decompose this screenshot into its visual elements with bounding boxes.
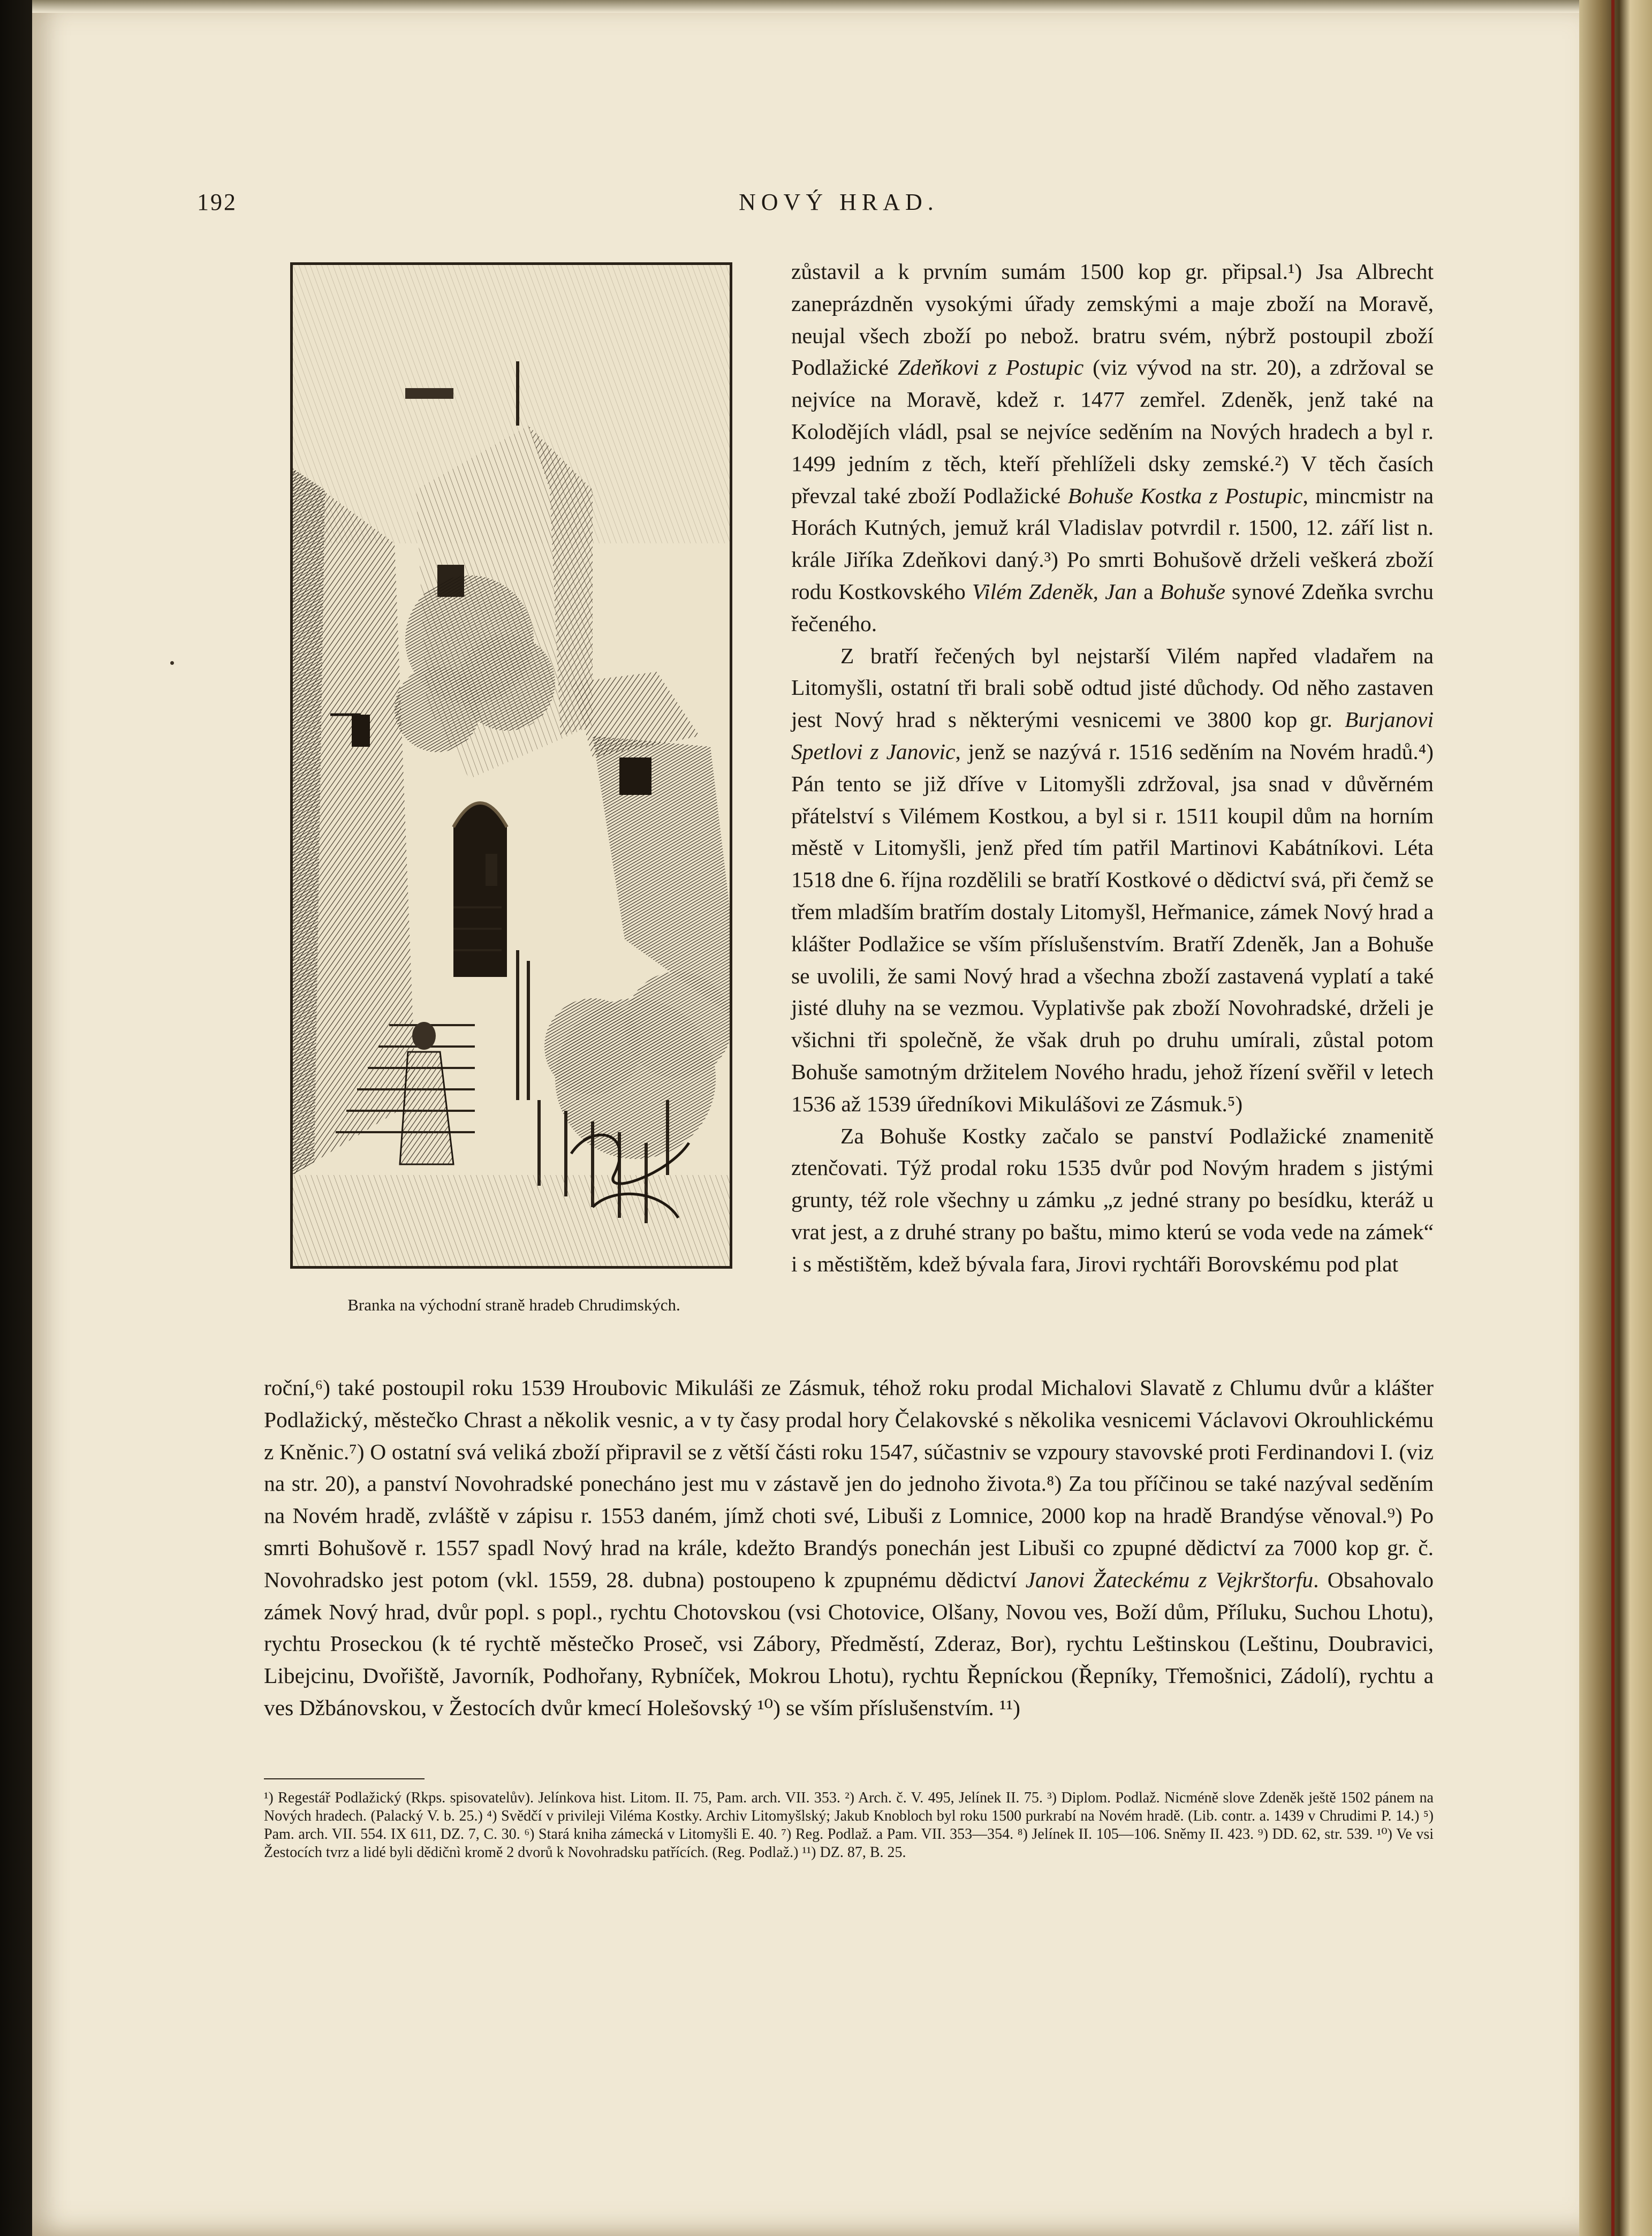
scan-top-edge — [32, 0, 1617, 13]
text-run: , mincmistr na Horách Kutných, jemuž král Vladislav potvrdil r. 1500, 12. září list n. krále Jiříka Zdeňkovi daný.³) Po smrti Bohušově drželi veškerá zboží rodu Kostkovského — [791, 483, 1434, 604]
book-spine-edge — [1579, 0, 1652, 2236]
italic-name: Burjanovi Spetlovi z Janovic — [791, 707, 1434, 764]
paragraph-2 — [791, 640, 1434, 1120]
right-column-text — [791, 256, 1434, 1280]
text-run: zůstavil a k prvním sumám 1500 kop gr. připsal.¹) Jsa Albrecht zaneprázdněn vysokými úřady zemskými a maje zboží na Moravě, neujal všech zboží po nebož. bratru svém, nýbrž postoupil zboží Podlažické — [791, 259, 1434, 380]
paragraph-1 — [791, 256, 1434, 640]
paragraph-3: Za Bohuše Kostky začalo se panství Podlažické znamenitě ztenčovati. Týž prodal roku 1535 dvůr pod Novým hradem s jistými grunty, též role všechny u zámku „z jedné strany po besídku, kteráž u vrat jest, a z druhé strany po baštu, mimo kterú se voda vede na zámek“ i s městištěm, kdež bývala fara, Jirovi rychtáři Borovskému pod plat — [791, 1123, 1434, 1276]
text-run: . Obsahovalo zámek Nový hrad, dvůr popl. s popl., rychtu Chotovskou (vsi Chotovice, Olšany, Novou ves, Boží dům, Příluku, Suchou Lhotu), rychtu Proseckou (k té rychtě městečko Proseč, vsi Zábory, Předměstí, Zderaz, Bor), rychtu Leštinskou (Leštinu, Doubravici, Libejcinu, Dvořiště, Javorník, Podhořany, Rybníček, Mokrou Lhotu), rychtu Řepníckou (Řepníky, Třemošnici, Zádolí), rychtu a ves Džbánovskou, v Žestocích dvůr kmecí Holešovský ¹⁰) se vším příslušenstvím. ¹¹) — [264, 1567, 1434, 1720]
italic-name: Bohuše Kostka z Postupic — [1067, 483, 1303, 508]
page-speck — [170, 661, 174, 665]
figure-caption: Branka na východní straně hradeb Chrudimských. — [347, 1295, 680, 1314]
italic-name: Zdeňkovi z Postupic — [897, 355, 1084, 380]
italic-name: Janovi Žateckému z Vejkrštorfu — [1025, 1567, 1314, 1592]
spine-red-band — [1611, 0, 1615, 2236]
text-run: (viz vývod na str. 20), a zdržoval se nejvíce na Moravě, kdež r. 1477 zemřel. Zdeněk, jenž také na Kolodějích vládl, psal se nejvíce seděním na Nových hradech a byl r. 1499 jedním z těch, kteří přehlíželi dsky zemské.²) V těch časích převzal také zboží Podlažické — [791, 355, 1434, 508]
running-title: NOVÝ HRAD. — [739, 189, 939, 215]
gate-alley-engraving — [293, 265, 730, 1266]
engraving-illustration — [290, 262, 732, 1269]
footnote-rule — [264, 1778, 425, 1779]
text-run: roční,⁶) také postoupil roku 1539 Hroubovic Mikuláši ze Zásmuk, téhož roku prodal Michalovi Slavatě z Chlumu dvůr a klášter Podlažický, městečko Chrast a několik vesnic, a v ty časy prodal hory Čelakovské s několika vesnicemi Václavovi Okrouhlickému z Kněnic.⁷) O ostatní svá veliká zboží připravil se z větší části roku 1547, súčastniv se vzpoury stavovské proti Ferdinandovi I. (viz na str. 20), a panství Novohradské ponecháno jest mu v zástavě jen do jednoho života.⁸) Za tou příčinou se také nazýval seděním na Novém hradě, zvláště v zápisu r. 1553 daném, jímž choti své, Libuši z Lomnice, 2000 kop na hradě Brandýse věnoval.⁹) Po smrti Bohušově r. 1557 spadl Nový hrad na krále, kdežto Brandýs ponechán jest Libuši co zpupné dědictví za 7000 kop gr. č. Novohradsko jest potom (vkl. 1559, 28. dubna) postoupeno k zpupnému dědictví — [264, 1375, 1434, 1592]
text-run: a — [1137, 579, 1160, 604]
text-run: , jenž se nazývá r. 1516 seděním na Novém hradů.⁴) Pán tento se již dříve v Litomyšli zdržoval, jsa snad v důvěrném přátelství s Vilémem Kostkou, a byl si r. 1511 koupil dům na horním městě v Litomyšli, jenž před tím patřil Martinovi Kabátníkovi. Léta 1518 dne 6. října rozdělili se bratří Kostkové o dědictví svá, při čemž se třem mladším bratřím dostaly Litomyšl, Heřmanice, zámek Nový hrad a klášter Podlažice se vším příslušenstvím. Bratří Zdeněk, Jan a Bohuše se uvolili, že sami Nový hrad a všechna zboží zastavená vyplatí a také jisté dluhy na se vezmou. Vyplativše pak zboží Novohradské, drželi je všichni tři společně, že však druh po druhu umírali, zůstal potom Bohuše samotným držitelem Nového hradu, jehož řízení svěřil v letech 1536 až 1539 úředníkovi Mikulášovi ze Zásmuk.⁵) — [791, 739, 1434, 1116]
text-run: synové Zdeňka svrchu řečeného. — [791, 579, 1434, 636]
full-width-text — [264, 1372, 1434, 1724]
italic-name: Vilém Zdeněk, Jan — [972, 579, 1137, 604]
page-number: 192 — [197, 189, 237, 215]
footnotes: ¹) Regestář Podlažický (Rkps. spisovatelův). Jelínkova hist. Litom. II. 75, Pam. arch. VII. 353. ²) Arch. č. V. 495, Jelínek II. 75. ³) Diplom. Podlaž. Nicméně slove Zdeněk ještě 1502 pánem na Nových hradech. (Palacký V. b. 25.) ⁴) Svědčí v privileji Viléma Kostky. Archiv Litomyšlský; Jakub Knobloch byl roku 1500 purkrabí na Novém hradě. (Lib. contr. a. 1439 v Chrudimi P. 14.) ⁵) Pam. arch. VII. 554. IX 611, DZ. 7, C. 30. ⁶) Stará kniha zámecká v Litomyšli E. 40. ⁷) Reg. Podlaž. a Pam. VII. 353—354. ⁸) Jelínek II. 105—106. Sněmy II. 423. ⁹) DD. 62, str. 539. ¹⁰) Ve vsi Žestocích tvrz a lidé byli dědičnì kromě 2 dvorů k Novohradsku patřících. (Reg. Podlaž.) ¹¹) DZ. 87, B. 25. — [264, 1790, 1434, 1861]
text-run: Z bratří řečených byl nejstarší Vilém napřed vladařem na Litomyšli, ostatní tři brali sobě odtud jisté důchody. Od něho zastaven jest Nový hrad s některými vesnicemi ve 3800 kop gr. — [791, 643, 1434, 732]
paragraph-continued — [264, 1372, 1434, 1724]
italic-name: Bohuše — [1160, 579, 1225, 604]
